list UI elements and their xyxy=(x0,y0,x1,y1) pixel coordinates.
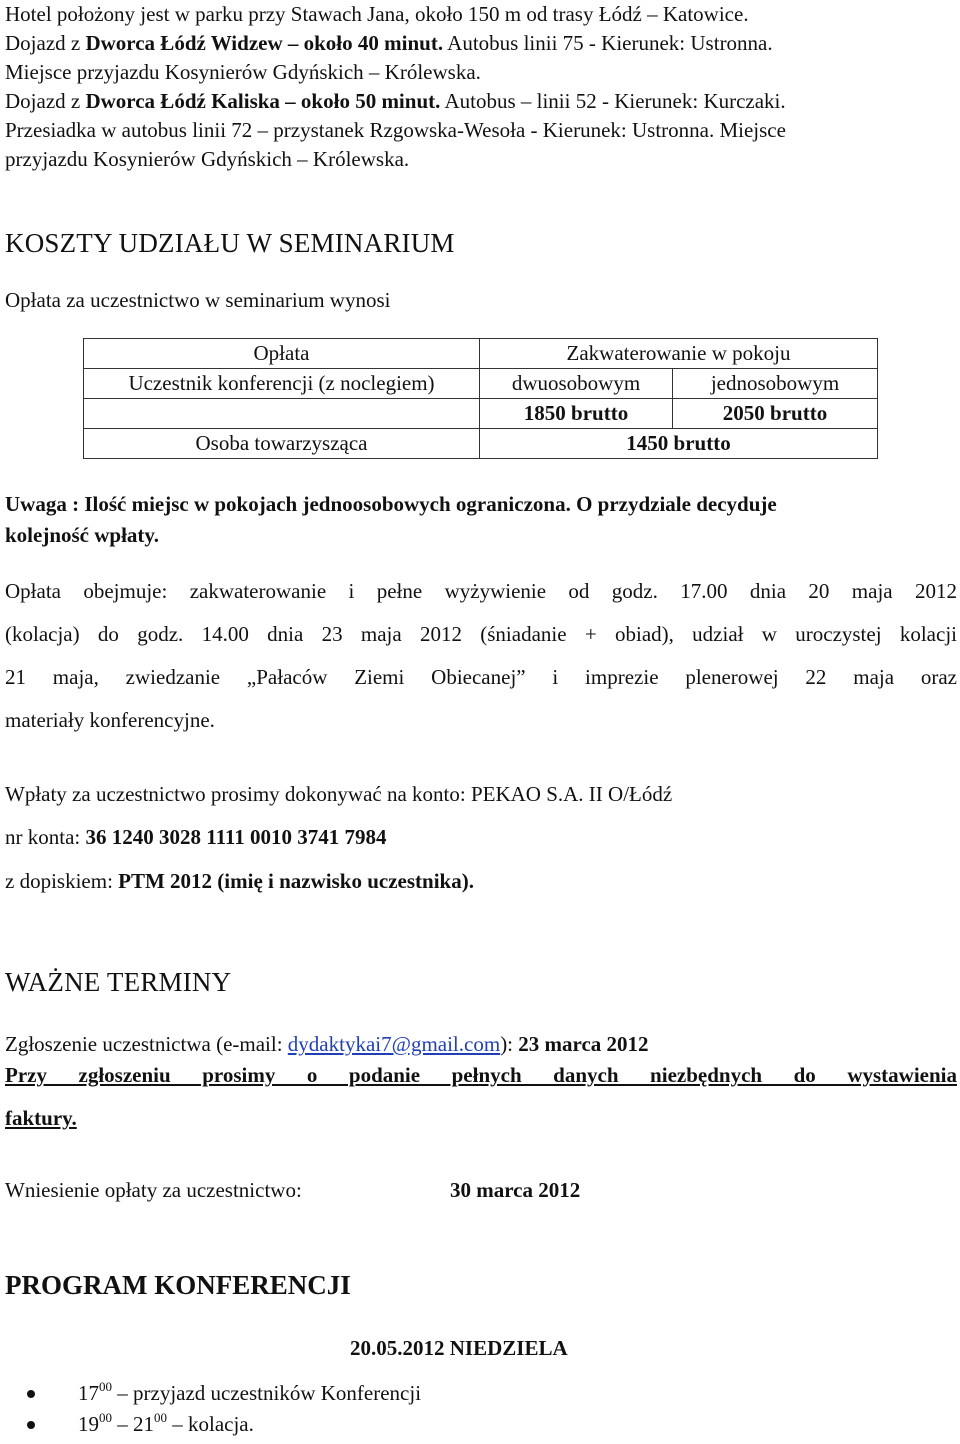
table-row xyxy=(84,339,878,369)
directions-line: Przesiadka w autobus linii 72 – przystanek Rzgowska-Wesoła - Kierunek: Ustronna. Miejsce xyxy=(5,118,786,142)
bullet-icon xyxy=(27,1390,35,1398)
table-row xyxy=(84,369,878,399)
account-number: 36 1240 3028 1111 0010 3741 7984 xyxy=(85,825,387,849)
note-line: Uwaga : Ilość miejsc w pokojach jednoosobowych ograniczona. O przydziale decyduje xyxy=(5,492,777,516)
account-intro: Wpłaty za uczestnictwo prosimy dokonywać na konto: PEKAO S.A. II O/Łódź xyxy=(5,782,673,806)
payment-deadline-label: Wniesienie opłaty za uczestnictwo: xyxy=(5,1178,302,1202)
table-cell: Uczestnik konferencji (z noclegiem) xyxy=(84,369,480,399)
table-cell: Zakwaterowanie w pokoju xyxy=(480,339,878,369)
payment-note-line: z dopiskiem: PTM 2012 (imię i nazwisko uczestnika). xyxy=(5,869,474,893)
costs-subheading: Opłata za uczestnictwo w seminarium wynosi xyxy=(5,288,391,312)
table-row xyxy=(84,399,878,429)
deadlines-heading: WAŻNE TERMINY xyxy=(5,967,232,997)
directions-line: Hotel położony jest w parku przy Stawach Jana, około 150 m od trasy Łódź – Katowice. xyxy=(5,2,749,26)
account-number-line: nr konta: 36 1240 3028 1111 0010 3741 7984 xyxy=(5,825,387,849)
directions-line: przyjazdu Kosynierów Gdyńskich – Królewska. xyxy=(5,147,410,171)
payment-deadline-date: 30 marca 2012 xyxy=(450,1178,581,1202)
table-cell: jednosobowym xyxy=(673,369,878,399)
table-cell xyxy=(84,399,480,429)
includes-line: materiały konferencyjne. xyxy=(5,708,215,732)
directions-line: Miejsce przyjazdu Kosynierów Gdyńskich – Królewska. xyxy=(5,60,481,84)
program-day-title: 20.05.2012 NIEDZIELA xyxy=(350,1336,568,1360)
email-link[interactable]: dydaktykai7@gmail.com xyxy=(287,1032,501,1056)
includes-line: 21 maja, zwiedzanie „Pałaców Ziemi Obiecanej” i imprezie plenerowej 22 maja oraz xyxy=(5,665,957,689)
registration-info-line: Przy zgłoszeniu prosimy o podanie pełnych danych niezbędnych do wystawienia xyxy=(5,1063,957,1087)
table-cell: 2050 brutto xyxy=(673,399,878,429)
includes-line: (kolacja) do godz. 14.00 dnia 23 maja 2012 (śniadanie + obiad), udział w uroczystej kolacji xyxy=(5,622,957,646)
registration-line: Zgłoszenie uczestnictwa (e-mail: dydaktykai7@gmail.com): 23 marca 2012 xyxy=(5,1032,649,1056)
table-cell: 1450 brutto xyxy=(480,429,878,459)
registration-info-line: faktury. xyxy=(5,1106,77,1130)
table-cell: Opłata xyxy=(84,339,480,369)
directions-line: Dojazd z Dworca Łódź Kaliska – około 50 minut. Autobus – linii 52 - Kierunek: Kurczaki. xyxy=(5,89,786,113)
table-cell: dwuosobowym xyxy=(480,369,673,399)
costs-heading: KOSZTY UDZIAŁU W SEMINARIUM xyxy=(5,228,455,258)
program-heading: PROGRAM KONFERENCJI xyxy=(5,1270,351,1300)
table-cell: Osoba towarzysząca xyxy=(84,429,480,459)
note-line: kolejność wpłaty. xyxy=(5,523,160,547)
fee-table xyxy=(83,338,878,459)
directions-line: Dojazd z Dworca Łódź Widzew – około 40 minut. Autobus linii 75 - Kierunek: Ustronna. xyxy=(5,31,773,55)
directions-section xyxy=(5,0,957,174)
includes-line: Opłata obejmuje: zakwaterowanie i pełne wyżywienie od godz. 17.00 dnia 20 maja 2012 xyxy=(5,579,957,603)
table-row xyxy=(84,429,878,459)
table-cell: 1850 brutto xyxy=(480,399,673,429)
bullet-icon xyxy=(27,1421,35,1429)
